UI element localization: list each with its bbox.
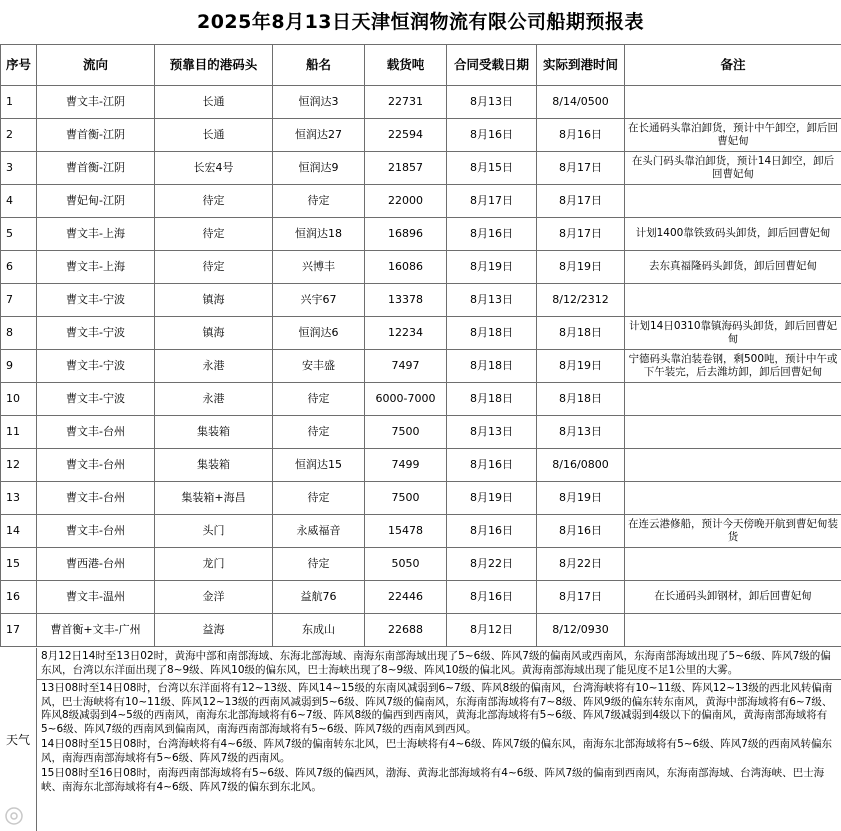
cell-route: 曹妃甸-江阴	[37, 185, 155, 218]
cell-arrival: 8月19日	[537, 251, 625, 284]
cell-route: 曹西港-台州	[37, 548, 155, 581]
table-row	[1, 86, 841, 119]
cell-remark	[625, 383, 841, 416]
cell-tons: 15478	[365, 515, 447, 548]
cell-arrival: 8月17日	[537, 218, 625, 251]
weather-label: 天气	[0, 648, 37, 831]
cell-route: 曹文丰-台州	[37, 416, 155, 449]
cell-route: 曹文丰-台州	[37, 449, 155, 482]
cell-ship: 恒润达3	[273, 86, 365, 119]
cell-route: 曹文丰-温州	[37, 581, 155, 614]
cell-tons: 7499	[365, 449, 447, 482]
cell-route: 曹文丰-宁波	[37, 350, 155, 383]
table-row	[1, 581, 841, 614]
cell-arrival: 8/16/0800	[537, 449, 625, 482]
cell-contract-date: 8月22日	[447, 548, 537, 581]
cell-arrival: 8月18日	[537, 383, 625, 416]
cell-port: 头门	[155, 515, 273, 548]
cell-port: 长宏4号	[155, 152, 273, 185]
cell-port: 待定	[155, 218, 273, 251]
cell-port: 永港	[155, 350, 273, 383]
cell-contract-date: 8月16日	[447, 515, 537, 548]
cell-route: 曹文丰-宁波	[37, 284, 155, 317]
cell-no: 11	[1, 416, 37, 449]
table-row	[1, 416, 841, 449]
cell-arrival: 8/12/0930	[537, 614, 625, 647]
cell-remark	[625, 284, 841, 317]
cell-port: 永港	[155, 383, 273, 416]
table-row	[1, 218, 841, 251]
cell-tons: 16086	[365, 251, 447, 284]
cell-arrival: 8月19日	[537, 482, 625, 515]
cell-ship: 待定	[273, 482, 365, 515]
cell-remark: 计划14日0310靠镇海码头卸货，卸后回曹妃甸	[625, 317, 841, 350]
cell-tons: 22731	[365, 86, 447, 119]
cell-contract-date: 8月19日	[447, 251, 537, 284]
col-header-port: 预靠目的港码头	[155, 45, 273, 86]
page-title: 2025年8月13日天津恒润物流有限公司船期预报表	[196, 11, 645, 33]
cell-route: 曹文丰-上海	[37, 218, 155, 251]
table-row	[1, 152, 841, 185]
cell-arrival: 8月16日	[537, 119, 625, 152]
cell-no: 16	[1, 581, 37, 614]
cell-remark: 在头门码头靠泊卸货，预计14日卸空，卸后回曹妃甸	[625, 152, 841, 185]
cell-port: 镇海	[155, 317, 273, 350]
cell-route: 曹首衡-江阴	[37, 119, 155, 152]
schedule-table	[0, 44, 841, 647]
cell-arrival: 8月18日	[537, 317, 625, 350]
cell-arrival: 8月19日	[537, 350, 625, 383]
cell-arrival: 8月17日	[537, 152, 625, 185]
cell-remark	[625, 86, 841, 119]
cell-contract-date: 8月16日	[447, 218, 537, 251]
cell-contract-date: 8月16日	[447, 449, 537, 482]
col-header-arrival: 实际到港时间	[537, 45, 625, 86]
cell-arrival: 8月16日	[537, 515, 625, 548]
table-row	[1, 449, 841, 482]
cell-route: 曹文丰-江阴	[37, 86, 155, 119]
cell-port: 镇海	[155, 284, 273, 317]
cell-arrival: 8月17日	[537, 581, 625, 614]
cell-no: 5	[1, 218, 37, 251]
cell-port: 长通	[155, 119, 273, 152]
cell-tons: 13378	[365, 284, 447, 317]
cell-tons: 22594	[365, 119, 447, 152]
cell-arrival: 8月13日	[537, 416, 625, 449]
cell-route: 曹首衡+文丰-广州	[37, 614, 155, 647]
table-row	[1, 251, 841, 284]
cell-ship: 恒润达27	[273, 119, 365, 152]
cell-tons: 22000	[365, 185, 447, 218]
cell-no: 15	[1, 548, 37, 581]
cell-route: 曹文丰-台州	[37, 515, 155, 548]
cell-ship: 安丰盛	[273, 350, 365, 383]
cell-no: 6	[1, 251, 37, 284]
cell-tons: 7500	[365, 416, 447, 449]
cell-contract-date: 8月12日	[447, 614, 537, 647]
col-header-remark: 备注	[625, 45, 841, 86]
col-header-tons: 载货吨	[365, 45, 447, 86]
cell-contract-date: 8月18日	[447, 350, 537, 383]
cell-contract-date: 8月19日	[447, 482, 537, 515]
cell-remark: 在长通码头靠泊卸货，预计中午卸空，卸后回曹妃甸	[625, 119, 841, 152]
cell-remark: 在连云港修船，预计今天傍晚开航到曹妃甸装货	[625, 515, 841, 548]
cell-ship: 待定	[273, 383, 365, 416]
cell-port: 待定	[155, 185, 273, 218]
table-row	[1, 350, 841, 383]
cell-arrival: 8/14/0500	[537, 86, 625, 119]
cell-ship: 兴博丰	[273, 251, 365, 284]
cell-no: 9	[1, 350, 37, 383]
table-row	[1, 548, 841, 581]
cell-contract-date: 8月13日	[447, 86, 537, 119]
cell-route: 曹文丰-宁波	[37, 383, 155, 416]
table-header-row	[1, 45, 841, 86]
cell-contract-date: 8月16日	[447, 119, 537, 152]
cell-contract-date: 8月18日	[447, 317, 537, 350]
cell-arrival: 8月22日	[537, 548, 625, 581]
table-row	[1, 383, 841, 416]
cell-port: 集装箱+海昌	[155, 482, 273, 515]
cell-remark: 宁德码头靠泊装卷钢，剩500吨，预计中午或下午装完，后去潍坊卸，卸后回曹妃甸	[625, 350, 841, 383]
cell-no: 17	[1, 614, 37, 647]
cell-port: 长通	[155, 86, 273, 119]
cell-no: 1	[1, 86, 37, 119]
cell-remark	[625, 614, 841, 647]
cell-no: 12	[1, 449, 37, 482]
cell-port: 龙门	[155, 548, 273, 581]
cell-ship: 兴宇67	[273, 284, 365, 317]
cell-arrival: 8/12/2312	[537, 284, 625, 317]
cell-route: 曹文丰-台州	[37, 482, 155, 515]
cell-contract-date: 8月18日	[447, 383, 537, 416]
cell-no: 10	[1, 383, 37, 416]
cell-contract-date: 8月15日	[447, 152, 537, 185]
weather-paragraph: 8月12日14时至13日02时，黄海中部和南部海域、东海北部海域、南海东南部海域出现了5~6级、阵风7级的偏南风或西南风，东海南部海域出现了5~6级、阵风7级的偏东风，台湾以东洋面出现了8~9级、阵风10级的偏东风，巴士海峡出现了8~9级、阵风10级的偏北风。黄海南部海域出现了能见度不足1公里的大雾。	[37, 648, 841, 680]
cell-ship: 待定	[273, 185, 365, 218]
cell-route: 曹文丰-上海	[37, 251, 155, 284]
table-row	[1, 515, 841, 548]
table-row	[1, 614, 841, 647]
cell-ship: 恒润达9	[273, 152, 365, 185]
cell-tons: 22688	[365, 614, 447, 647]
cell-no: 4	[1, 185, 37, 218]
cell-tons: 16896	[365, 218, 447, 251]
cell-tons: 12234	[365, 317, 447, 350]
cell-arrival: 8月17日	[537, 185, 625, 218]
cell-ship: 待定	[273, 416, 365, 449]
cell-route: 曹首衡-江阴	[37, 152, 155, 185]
cell-remark: 计划1400靠铁致码头卸货，卸后回曹妃甸	[625, 218, 841, 251]
col-header-contract-date: 合同受载日期	[447, 45, 537, 86]
cell-remark: 在长通码头卸钢材，卸后回曹妃甸	[625, 581, 841, 614]
table-row	[1, 482, 841, 515]
cell-no: 2	[1, 119, 37, 152]
cell-tons: 7500	[365, 482, 447, 515]
cell-ship: 恒润达15	[273, 449, 365, 482]
col-header-no: 序号	[1, 45, 37, 86]
cell-no: 14	[1, 515, 37, 548]
cell-remark	[625, 416, 841, 449]
table-row	[1, 185, 841, 218]
cell-port: 益海	[155, 614, 273, 647]
cell-no: 8	[1, 317, 37, 350]
cell-no: 7	[1, 284, 37, 317]
table-row	[1, 119, 841, 152]
cell-remark: 去东真福隆码头卸货，卸后回曹妃甸	[625, 251, 841, 284]
cell-remark	[625, 548, 841, 581]
cell-tons: 6000-7000	[365, 383, 447, 416]
cell-remark	[625, 185, 841, 218]
table-row	[1, 317, 841, 350]
weather-forecast	[37, 648, 841, 831]
cell-route: 曹文丰-宁波	[37, 317, 155, 350]
cell-port: 金洋	[155, 581, 273, 614]
table-row	[1, 284, 841, 317]
cell-remark	[625, 482, 841, 515]
cell-ship: 待定	[273, 548, 365, 581]
weather-paragraph: 14日08时至15日08时，台湾海峡将有4~6级、阵风7级的偏南转东北风，巴士海峡将有4~6级、阵风7级的偏东风，南海东北部海域将有5~6级、阵风7级的西南风转偏东风，南海西南部海域将有5~6级、阵风7级的西南风。	[41, 738, 832, 764]
cell-tons: 22446	[365, 581, 447, 614]
cell-contract-date: 8月13日	[447, 284, 537, 317]
cell-port: 待定	[155, 251, 273, 284]
cell-tons: 5050	[365, 548, 447, 581]
cell-no: 13	[1, 482, 37, 515]
cell-contract-date: 8月13日	[447, 416, 537, 449]
cell-contract-date: 8月17日	[447, 185, 537, 218]
cell-port: 集装箱	[155, 449, 273, 482]
cell-port: 集装箱	[155, 416, 273, 449]
col-header-route: 流向	[37, 45, 155, 86]
cell-remark	[625, 449, 841, 482]
cell-no: 3	[1, 152, 37, 185]
cell-contract-date: 8月16日	[447, 581, 537, 614]
cell-tons: 21857	[365, 152, 447, 185]
col-header-ship: 船名	[273, 45, 365, 86]
weather-paragraph: 15日08时至16日08时，南海西南部海域将有5~6级、阵风7级的偏西风，渤海、黄海北部海域将有4~6级、阵风7级的偏南到西南风，东海南部海域、台湾海峡、巴士海峡、南海东北部海域将有4~6级、阵风7级的偏东到东北风。	[41, 767, 825, 793]
cell-tons: 7497	[365, 350, 447, 383]
cell-ship: 永威福音	[273, 515, 365, 548]
weather-paragraph: 13日08时至14日08时，台湾以东洋面将有12~13级、阵风14~15级的东南风减弱到6~7级、阵风8级的偏南风，台湾海峡将有10~11级、阵风12~13级的西北风转偏南风，巴士海峡将有10~11级、阵风12~13级的西南风减弱到5~6级、阵风7级的偏南风，东海南部海域将有7~8级、阵风9级的偏东转东南风，黄海中部海域将有6~7级、阵风8级减弱到4~5级的西南风，南海东北部海域将有6~7级、阵风8级的偏西到西南风，黄海北部海域将有5~6级、阵风7级减弱到4级以下的偏南风，黄海南部海域将有5~6级、阵风7级的西南风到偏南风，南海西南部海域将有5~6级、阵风7级的西南风到西风。	[41, 682, 833, 735]
camera-watermark-icon	[4, 806, 24, 826]
cell-ship: 恒润达6	[273, 317, 365, 350]
cell-ship: 益航76	[273, 581, 365, 614]
cell-ship: 恒润达18	[273, 218, 365, 251]
cell-ship: 东成山	[273, 614, 365, 647]
